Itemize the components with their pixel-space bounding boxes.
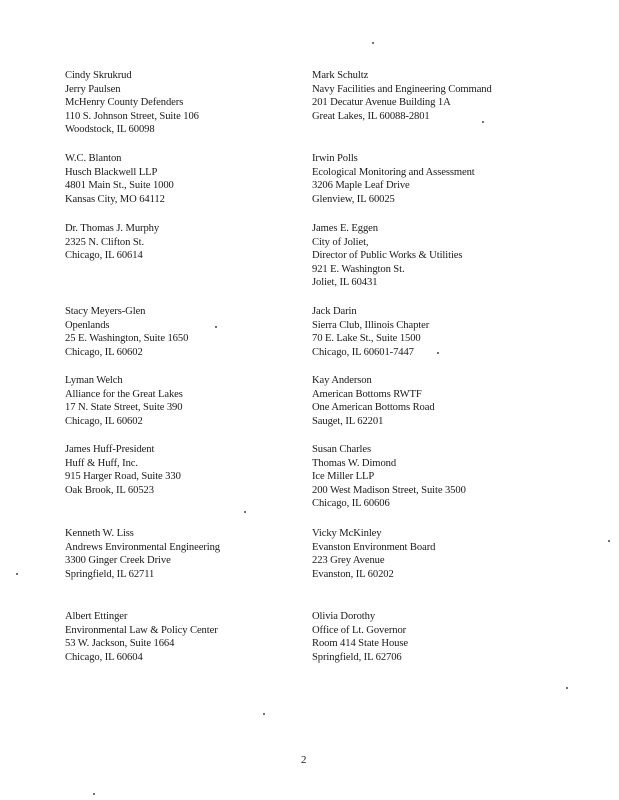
scan-speck: [263, 713, 265, 715]
address-line: Chicago, IL 60602: [65, 346, 143, 358]
address-block-dorothy: [312, 610, 408, 664]
page-number: 2: [301, 754, 307, 766]
address-line: Kenneth W. Liss: [65, 528, 134, 539]
address-block-liss: [65, 527, 220, 581]
address-line: Thomas W. Dimond: [312, 457, 397, 469]
address-line: Irwin Polls: [312, 153, 358, 164]
address-line: Sauget, IL 62201: [312, 415, 384, 427]
address-block-anderson: [312, 374, 435, 428]
address-line: 110 S. Johnson Street, Suite 106: [65, 110, 199, 122]
address-line: Jerry Paulsen: [65, 83, 121, 95]
address-block-skrukrud: [65, 69, 199, 137]
address-line: One American Bottoms Road: [312, 402, 435, 414]
address-block-polls: [312, 152, 475, 206]
address-block-darin: [312, 305, 429, 359]
address-line: 921 E. Washington St.: [312, 263, 405, 275]
address-line: Glenview, IL 60025: [312, 193, 395, 205]
address-line: Oak Brook, IL 60523: [65, 484, 154, 496]
scan-speck: [16, 573, 18, 575]
address-line: Lyman Welch: [65, 375, 123, 386]
address-line: Director of Public Works & Utilities: [312, 250, 463, 262]
address-line: 17 N. State Street, Suite 390: [65, 402, 183, 414]
scan-speck: [608, 540, 610, 542]
address-line: 2325 N. Clifton St.: [65, 236, 145, 248]
scan-speck: [437, 352, 439, 354]
address-line: Room 414 State House: [312, 638, 408, 650]
address-block-charles: [312, 443, 466, 511]
address-line: 223 Grey Avenue: [312, 555, 385, 567]
address-line: W.C. Blanton: [65, 153, 122, 164]
address-line: Stacy Meyers-Glen: [65, 306, 146, 317]
address-line: Environmental Law & Policy Center: [65, 624, 218, 636]
address-line: Chicago, IL 60614: [65, 250, 143, 262]
address-line: Huff & Huff, Inc.: [65, 457, 138, 469]
address-line: James Huff-President: [65, 444, 155, 455]
scan-speck: [566, 687, 568, 689]
address-block-meyers-glen: [65, 305, 188, 359]
address-block-blanton: [65, 152, 174, 206]
address-line: 201 Decatur Avenue Building 1A: [312, 97, 451, 109]
address-line: Sierra Club, Illinois Chapter: [312, 319, 430, 331]
address-line: Kay Anderson: [312, 375, 372, 386]
address-block-welch: [65, 374, 183, 428]
scan-speck: [215, 326, 217, 328]
scan-speck: [244, 511, 246, 513]
address-line: Ice Miller LLP: [312, 471, 375, 483]
address-block-mckinley: [312, 527, 435, 581]
scan-speck: [93, 793, 95, 795]
address-line: Springfield, IL 62706: [312, 651, 402, 663]
address-line: American Bottoms RWTF: [312, 388, 422, 400]
address-line: Navy Facilities and Engineering Command: [312, 83, 492, 95]
address-line: 3300 Ginger Creek Drive: [65, 555, 171, 567]
address-line: 4801 Main St., Suite 1000: [65, 180, 174, 192]
address-line: Joliet, IL 60431: [312, 277, 378, 289]
address-line: McHenry County Defenders: [65, 97, 184, 109]
address-block-ettinger: [65, 610, 218, 664]
address-line: 53 W. Jackson, Suite 1664: [65, 638, 175, 650]
address-line: Susan Charles: [312, 444, 372, 455]
address-line: City of Joliet,: [312, 236, 369, 248]
address-line: Olivia Dorothy: [312, 611, 376, 622]
address-line: Springfield, IL 62711: [65, 568, 155, 580]
address-line: Kansas City, MO 64112: [65, 193, 165, 205]
address-line: James E. Eggen: [312, 223, 378, 234]
address-line: 3206 Maple Leaf Drive: [312, 180, 410, 192]
address-line: Chicago, IL 60606: [312, 498, 390, 510]
address-line: Chicago, IL 60602: [65, 415, 143, 427]
address-line: Openlands: [65, 319, 110, 331]
scan-speck: [482, 121, 484, 123]
address-line: Chicago, IL 60601-7447: [312, 346, 414, 358]
address-line: Albert Ettinger: [65, 611, 128, 622]
address-line: Ecological Monitoring and Assessment: [312, 166, 475, 178]
address-line: Woodstock, IL 60098: [65, 124, 155, 136]
address-line: Dr. Thomas J. Murphy: [65, 223, 160, 234]
address-block-huff: [65, 443, 181, 497]
address-line: 915 Harger Road, Suite 330: [65, 471, 181, 483]
address-line: Chicago, IL 60604: [65, 651, 143, 663]
address-block-eggen: [312, 222, 462, 290]
address-line: Office of Lt. Governor: [312, 624, 407, 636]
address-line: Mark Schultz: [312, 70, 369, 81]
address-line: Great Lakes, IL 60088-2801: [312, 110, 430, 122]
address-line: 25 E. Washington, Suite 1650: [65, 333, 189, 345]
address-line: 70 E. Lake St., Suite 1500: [312, 333, 421, 345]
address-line: Alliance for the Great Lakes: [65, 388, 183, 400]
scan-speck: [372, 42, 374, 44]
address-block-schultz: [312, 69, 492, 123]
address-line: Vicky McKinley: [312, 528, 382, 539]
address-line: Andrews Environmental Engineering: [65, 541, 220, 553]
address-line: Cindy Skrukrud: [65, 70, 132, 81]
address-line: Jack Darin: [312, 306, 357, 317]
address-line: Evanston, IL 60202: [312, 568, 394, 580]
address-line: Husch Blackwell LLP: [65, 166, 158, 178]
address-block-murphy: [65, 222, 159, 263]
address-line: Evanston Environment Board: [312, 541, 436, 553]
address-line: 200 West Madison Street, Suite 3500: [312, 484, 466, 496]
